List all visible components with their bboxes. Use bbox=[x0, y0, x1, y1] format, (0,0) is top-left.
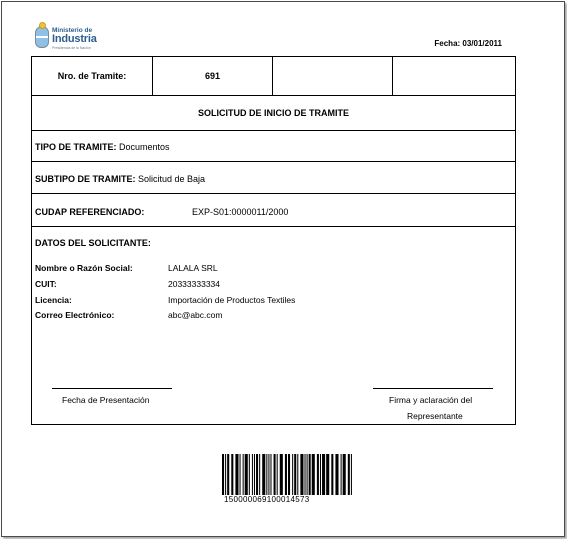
subtipo-tramite-value: Solicitud de Baja bbox=[138, 174, 206, 184]
barcode-bar bbox=[245, 454, 248, 495]
barcode-bar bbox=[222, 454, 224, 495]
barcode-bar bbox=[297, 454, 298, 495]
barcode-bar bbox=[322, 454, 325, 495]
barcode-bar bbox=[270, 454, 271, 495]
logo-line-1: Ministerio de bbox=[52, 27, 93, 34]
subtipo-tramite-row bbox=[32, 162, 515, 194]
barcode-bar bbox=[351, 454, 352, 495]
barcode-bar bbox=[294, 454, 296, 495]
barcode-bar bbox=[300, 454, 303, 495]
licencia-label: Licencia: bbox=[35, 295, 72, 305]
barcode-bar bbox=[254, 454, 255, 495]
tipo-tramite-label: TIPO DE TRAMITE: bbox=[35, 142, 117, 152]
logo-line-2: Industria bbox=[52, 33, 97, 45]
tramite-number-row bbox=[32, 57, 515, 96]
barcode-bar bbox=[280, 454, 283, 495]
cudap-row bbox=[32, 194, 515, 227]
barcode-bar bbox=[326, 454, 329, 495]
barcode bbox=[222, 454, 354, 495]
barcode-bar bbox=[307, 454, 308, 495]
barcode-bar bbox=[240, 454, 241, 495]
barcode-bar bbox=[262, 454, 265, 495]
tramite-form bbox=[31, 56, 516, 425]
document-page bbox=[1, 1, 565, 537]
document-date: Fecha: 03/01/2011 bbox=[434, 39, 502, 48]
barcode-bar bbox=[249, 454, 250, 495]
licencia-value: Importación de Productos Textiles bbox=[168, 295, 296, 305]
barcode-bar bbox=[243, 454, 244, 495]
firma-label-line-1: Firma y aclaración del bbox=[389, 395, 473, 405]
cudap-label: CUDAP REFERENCIADO: bbox=[35, 207, 145, 217]
barcode-bar bbox=[252, 454, 253, 495]
barcode-bar bbox=[227, 454, 229, 495]
ministerio-logo bbox=[35, 26, 105, 52]
barcode-bar bbox=[231, 454, 233, 495]
correo-value: abc@abc.com bbox=[168, 310, 223, 320]
barcode-bars bbox=[222, 454, 354, 495]
barcode-bar bbox=[343, 454, 346, 495]
barcode-bar bbox=[268, 454, 269, 495]
cuit-value: 20333333334 bbox=[168, 279, 221, 289]
tramite-number-value: 691 bbox=[153, 57, 273, 95]
empty-cell bbox=[273, 57, 393, 95]
tipo-tramite-row bbox=[32, 131, 515, 162]
barcode-bar bbox=[331, 454, 333, 495]
barcode-bar bbox=[288, 454, 290, 495]
barcode-bar bbox=[348, 454, 350, 495]
barcode-bar bbox=[312, 454, 315, 495]
barcode-bar bbox=[341, 454, 342, 495]
barcode-bar bbox=[292, 454, 293, 495]
barcode-bar bbox=[285, 454, 287, 495]
barcode-bar bbox=[305, 454, 306, 495]
tramite-number-label: Nro. de Tramite: bbox=[32, 57, 153, 95]
barcode-bar bbox=[317, 454, 319, 495]
barcode-bar bbox=[256, 454, 258, 495]
logo-line-3: Presidencia de la Nación bbox=[52, 46, 91, 50]
barcode-bar bbox=[335, 454, 338, 495]
cuit-label: CUIT: bbox=[35, 279, 57, 289]
fecha-presentacion-line bbox=[52, 388, 172, 389]
barcode-bar bbox=[309, 454, 311, 495]
cudap-value: EXP-S01:0000011/2000 bbox=[192, 207, 289, 217]
subtipo-tramite-label: SUBTIPO DE TRAMITE: bbox=[35, 174, 136, 184]
correo-label: Correo Electrónico: bbox=[35, 310, 115, 320]
razon-social-value: LALALA SRL bbox=[168, 263, 218, 273]
barcode-bar bbox=[274, 454, 276, 495]
firma-label-line-2: Representante bbox=[407, 411, 463, 421]
barcode-bar bbox=[225, 454, 226, 495]
barcode-bar bbox=[277, 454, 278, 495]
barcode-bar bbox=[320, 454, 321, 495]
barcode-bar bbox=[235, 454, 238, 495]
firma-line bbox=[373, 388, 493, 389]
barcode-bar bbox=[266, 454, 267, 495]
form-title: SOLICITUD DE INICIO DE TRAMITE bbox=[32, 96, 515, 131]
tipo-tramite-value: Documentos bbox=[119, 142, 170, 152]
fecha-presentacion-label: Fecha de Presentación bbox=[62, 395, 150, 405]
barcode-bar bbox=[259, 454, 260, 495]
barcode-number: 150000069100014573 bbox=[224, 495, 310, 504]
coat-of-arms-icon bbox=[35, 26, 49, 48]
datos-solicitante-title: DATOS DEL SOLICITANTE: bbox=[35, 238, 151, 248]
razon-social-label: Nombre o Razón Social: bbox=[35, 263, 133, 273]
empty-cell bbox=[393, 57, 516, 95]
